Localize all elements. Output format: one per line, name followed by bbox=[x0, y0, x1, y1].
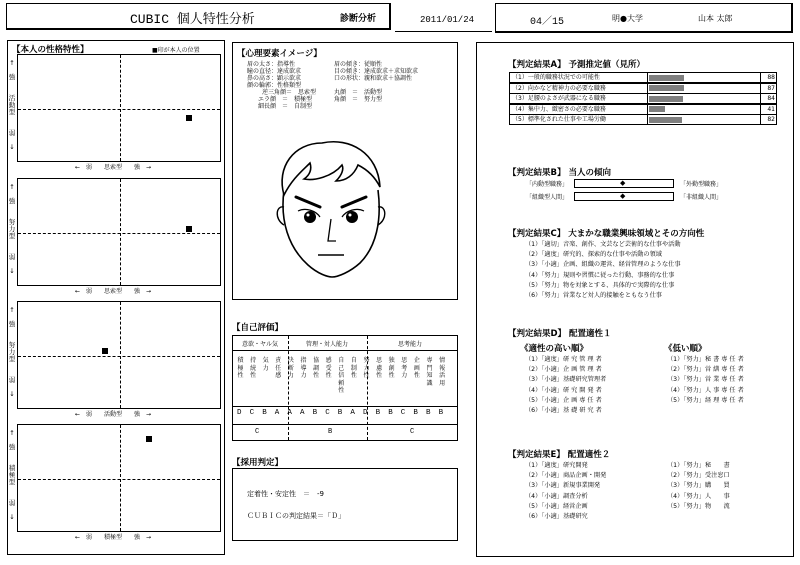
self-eval-grade: B bbox=[375, 409, 381, 417]
list-item: （3）「努力」購 買 bbox=[667, 482, 730, 490]
chart-axis-v bbox=[120, 302, 121, 408]
result-a-label: （3）足腰のよさが武器になる職務 bbox=[509, 93, 648, 104]
traits-legend: ■印が本人の位置 bbox=[152, 47, 200, 54]
self-eval-grade: B bbox=[426, 409, 431, 417]
list-item: （4）「小適」調査分析 bbox=[525, 492, 588, 500]
low-aptitude-list bbox=[667, 355, 744, 406]
result-a-bar bbox=[649, 106, 665, 112]
psych-line: 瞳の直径：達成欲求 bbox=[247, 68, 302, 75]
self-eval-grade: B bbox=[388, 409, 393, 417]
result-a-bar bbox=[649, 117, 682, 123]
report-date: 2011/01/24 bbox=[420, 15, 475, 25]
group-header: 意欲・ヤル気 bbox=[242, 341, 278, 348]
chart-axis-h bbox=[18, 109, 220, 110]
self-eval-grade: B bbox=[312, 409, 318, 417]
list-item: （2）「努力」受注窓口 bbox=[667, 472, 730, 480]
trait-chart-2-xlabel: ← 弱 思索型 強 → bbox=[75, 288, 152, 295]
page-subtitle: 診断分析 bbox=[340, 14, 377, 24]
result-a-value: 88 bbox=[760, 72, 777, 83]
result-a-bar bbox=[649, 75, 684, 81]
self-eval-column-label: 努力性 bbox=[363, 357, 370, 379]
list-item: （6）「小適」基 礎 研 究 者 bbox=[525, 407, 602, 415]
position-marker bbox=[102, 348, 108, 354]
list-item: （5）「小適」経営企画 bbox=[525, 502, 588, 510]
list-item: （1）「努力」秘 書 専 任 者 bbox=[667, 356, 744, 363]
result-a-value: 87 bbox=[760, 83, 777, 94]
list-item: （4）「努力」規則や習慣に従った行動、事務的な仕事 bbox=[525, 271, 675, 279]
group-summary: C bbox=[255, 428, 260, 436]
psych-title: 【心理要素イメージ】 bbox=[237, 49, 322, 59]
self-eval-grade: C bbox=[249, 409, 255, 417]
trait-chart-1-ylabel: ↑ 強 活 動 型 弱 ↓ bbox=[8, 59, 16, 151]
self-eval-grade: B bbox=[337, 409, 343, 417]
list-item: （5）「努力」物を対象とする、具体的で実際的な仕事 bbox=[525, 281, 675, 289]
row-divider bbox=[233, 424, 457, 425]
hiring-box bbox=[232, 468, 458, 541]
list-item: （2）「小適」商品企画・開発 bbox=[525, 472, 607, 480]
group-summary: C bbox=[410, 428, 415, 436]
self-eval-grade: B bbox=[438, 409, 444, 417]
psych-line: 口の形状：親和欲求＋協調性 bbox=[334, 75, 413, 82]
psych-type: 角顔 ＝ 努力型 bbox=[334, 96, 383, 103]
trait-chart-3-ylabel: ↑ 強 努 力 型 弱 ↓ bbox=[8, 306, 16, 398]
self-eval-column-label: 思慮性 bbox=[376, 357, 383, 379]
self-eval-column-label: 指導力 bbox=[300, 357, 307, 379]
psych-type: 丸顔 ＝ 活動型 bbox=[334, 89, 383, 96]
self-eval-column-label: 思考力 bbox=[401, 357, 408, 379]
hiring-title: 【採用判定】 bbox=[232, 458, 284, 468]
self-eval-grade: D bbox=[237, 409, 242, 417]
list-item: （3）「小適」企画、組織の運営、経営管理のような仕事 bbox=[525, 261, 681, 269]
self-eval-table bbox=[232, 335, 458, 441]
self-eval-grade: A bbox=[300, 409, 305, 417]
self-eval-title: 【自己評価】 bbox=[232, 323, 284, 333]
cubic-result: ＣＵＢＩＣの判定結果＝「Ｄ」 bbox=[247, 512, 345, 520]
group-header: 思考能力 bbox=[398, 341, 423, 348]
chart-axis-h bbox=[18, 479, 220, 480]
psych-type: エラ顔 ＝ 積極型 bbox=[258, 96, 313, 103]
group-summary: B bbox=[328, 428, 333, 436]
trait-chart-2 bbox=[17, 178, 221, 286]
trait-chart-3-xlabel: ← 弱 活動型 強 → bbox=[75, 411, 152, 418]
self-eval-grade: A bbox=[287, 409, 292, 417]
self-eval-column-label: 独創性 bbox=[388, 357, 395, 379]
trait-chart-2-ylabel: ↑ 強 努 力 型 弱 ↓ bbox=[8, 183, 16, 275]
result-a-label: （2）向かなど精神力の必要な職務 bbox=[509, 83, 648, 94]
page-title: CUBIC 個人特性分析 bbox=[130, 12, 255, 27]
list-item: （2）「努力」営 繕 専 任 者 bbox=[667, 366, 744, 374]
candidate-name: 山本 太郎 bbox=[698, 14, 733, 23]
col-divider bbox=[367, 336, 368, 440]
traits-title: 【本人の性格特性】 bbox=[12, 45, 89, 55]
trait-chart-3 bbox=[17, 301, 221, 409]
result-b-title: 【判定結果B】 当人の傾向 bbox=[508, 168, 611, 178]
row-divider bbox=[233, 406, 457, 407]
result-a-label: （5）標準化された仕事や工場労働 bbox=[509, 114, 648, 125]
position-marker bbox=[186, 115, 192, 121]
tendency-marker: ◆ bbox=[620, 192, 626, 200]
trait-chart-4 bbox=[17, 424, 221, 532]
self-eval-column-label: 協調性 bbox=[313, 357, 320, 379]
self-eval-grade: A bbox=[274, 409, 280, 417]
row-divider bbox=[233, 350, 457, 351]
list-item: （2）「適度」研究的、探索的な仕事や活動の領域 bbox=[525, 251, 662, 259]
candidate-id: 04／15 bbox=[530, 17, 565, 28]
psych-line: 目の傾き：達成欲求＋求知欲求 bbox=[334, 68, 419, 75]
list-item: （5）「努力」経 理 専 任 者 bbox=[667, 396, 744, 404]
self-eval-column-label: 自己信頼性 bbox=[338, 357, 345, 394]
result-d-title: 【判定結果D】 配置適性１ bbox=[508, 329, 612, 339]
result-a-label: （1）一般的職務状況での可能性 bbox=[509, 72, 648, 83]
result-a-title: 【判定結果A】 予測推定値（見所） bbox=[508, 60, 646, 70]
self-eval-column-label: 持続性 bbox=[250, 357, 257, 379]
list-item: （3）「小適」新規事業開発 bbox=[525, 482, 601, 490]
psych-line: 眉の傾き：従順性 bbox=[334, 61, 383, 68]
self-eval-grade: C bbox=[400, 409, 406, 417]
psych-line: 顔の輪郭：性格類型 bbox=[247, 82, 302, 89]
result-e-title: 【判定結果E】 配置適性２ bbox=[508, 450, 611, 460]
position-marker bbox=[186, 226, 192, 232]
psych-type: 細長顔 ＝ 自制型 bbox=[258, 103, 313, 110]
position-marker bbox=[146, 436, 152, 442]
chart-axis-v bbox=[120, 55, 121, 161]
group-header: 管理・対人能力 bbox=[306, 341, 349, 348]
list-item: （1）「適切」音楽、創作、文芸など芸術的な仕事や活動 bbox=[525, 241, 681, 248]
face-illustration bbox=[270, 135, 390, 285]
result-e-left-list bbox=[525, 461, 606, 522]
chart-axis-h bbox=[18, 233, 220, 234]
result-a-label: （4）集中力、緻密さの必要な職務 bbox=[509, 104, 648, 115]
result-a-bar bbox=[649, 96, 683, 102]
list-item: （4）「努力」人 事 専 任 者 bbox=[667, 386, 744, 394]
tendency-left-label: 「内動型職務」 bbox=[526, 181, 569, 188]
col-divider bbox=[288, 336, 289, 440]
self-eval-column-label: 責任感 bbox=[275, 357, 282, 379]
list-item: （4）「小適」研 究 開 発 者 bbox=[525, 386, 602, 394]
trait-chart-1-xlabel: ← 弱 思索型 強 → bbox=[75, 164, 152, 171]
school-name: 明●大学 bbox=[612, 14, 643, 23]
result-a-value: 41 bbox=[760, 104, 777, 115]
list-item: （3）「小適」基礎研究管理者 bbox=[525, 376, 607, 384]
result-c-list bbox=[525, 240, 681, 301]
chart-axis-h bbox=[18, 356, 220, 357]
chart-axis-v bbox=[120, 179, 121, 285]
psych-type: 逆三角顔＝ 思索型 bbox=[262, 89, 317, 96]
list-item: （5）「小適」企 画 専 任 者 bbox=[525, 396, 602, 404]
self-eval-column-label: 専門知識 bbox=[426, 357, 433, 387]
high-aptitude-list bbox=[525, 355, 606, 416]
trait-chart-1 bbox=[17, 54, 221, 162]
high-aptitude-title: 《適性の高い順》 bbox=[520, 344, 589, 354]
self-eval-column-label: 情報活用 bbox=[439, 357, 446, 387]
self-eval-column-label: 自制性 bbox=[350, 357, 357, 379]
self-eval-column-label: 決断力 bbox=[287, 357, 294, 379]
result-e-right-list bbox=[667, 461, 730, 512]
self-eval-column-label: 積極性 bbox=[237, 357, 244, 379]
list-item: （4）「努力」人 事 bbox=[667, 492, 730, 500]
self-eval-column-label: 感受性 bbox=[325, 357, 332, 379]
list-item: （1）「適度」研 究 管 理 者 bbox=[525, 356, 602, 363]
low-aptitude-title: 《低い順》 bbox=[664, 344, 707, 354]
list-item: （5）「努力」物 流 bbox=[667, 502, 730, 510]
result-c-title: 【判定結果C】 大まかな職業興味領域とその方向性 bbox=[508, 229, 705, 239]
result-a-value: 84 bbox=[760, 93, 777, 104]
tendency-right-label: 「外勤型職務」 bbox=[680, 181, 723, 188]
tendency-right-label: 「非組織人間」 bbox=[680, 194, 723, 201]
list-item: （1）「適度」研究開発 bbox=[525, 462, 588, 469]
list-item: （6）「努力」営業など対人的接触をともなう仕事 bbox=[525, 292, 662, 300]
list-item: （1）「努力」秘 書 bbox=[667, 462, 730, 469]
result-a-value: 82 bbox=[760, 114, 777, 125]
list-item: （2）「小適」企 画 管 理 者 bbox=[525, 366, 602, 374]
header-date-line bbox=[395, 31, 492, 32]
tendency-left-label: 「組織型人間」 bbox=[526, 194, 569, 201]
tendency-marker: ◆ bbox=[620, 179, 626, 187]
self-eval-grade: B bbox=[413, 409, 418, 417]
self-eval-grade: D bbox=[363, 409, 368, 417]
trait-chart-4-ylabel: ↑ 強 積 極 型 弱 ↓ bbox=[8, 429, 16, 521]
chart-axis-v bbox=[120, 425, 121, 531]
self-eval-grade: C bbox=[325, 409, 330, 417]
psych-legend bbox=[247, 61, 457, 110]
self-eval-column-label: 企画性 bbox=[413, 357, 420, 379]
psych-line: 眉の太さ：指導性 bbox=[247, 61, 296, 68]
result-a-bar bbox=[649, 85, 684, 91]
list-item: （3）「努力」営 業 専 任 者 bbox=[667, 376, 744, 384]
trait-chart-4-xlabel: ← 弱 積極型 強 → bbox=[75, 534, 152, 541]
list-item: （6）「小適」基礎研究 bbox=[525, 513, 588, 521]
psych-line: 鼻の高さ：顕示欲求 bbox=[247, 75, 302, 82]
self-eval-grade: A bbox=[350, 409, 355, 417]
self-eval-column-label: 気力 bbox=[262, 357, 269, 372]
self-eval-grade: B bbox=[262, 409, 267, 417]
stability-score: 定着性・安定性 ＝ -9 bbox=[247, 490, 324, 498]
